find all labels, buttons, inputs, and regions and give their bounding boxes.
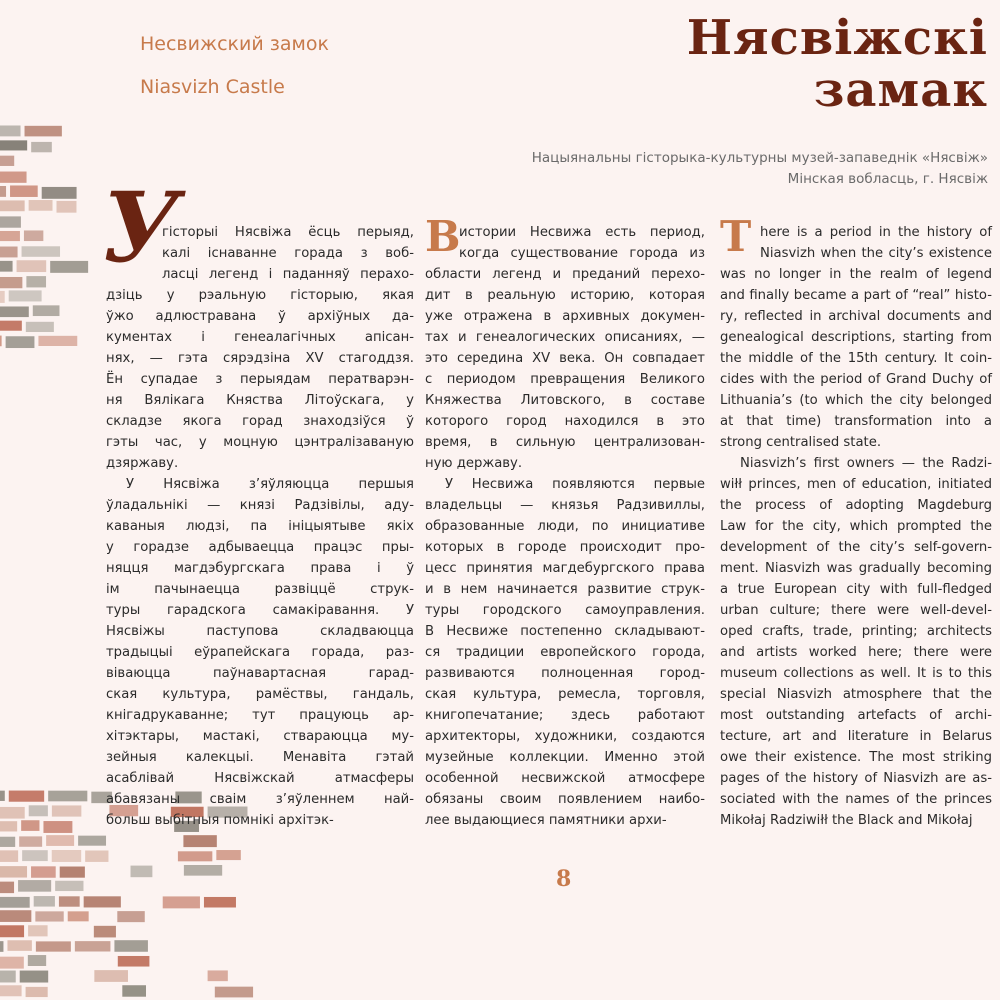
brick xyxy=(117,911,144,922)
text-line: время, в сильную централизован- xyxy=(425,435,705,450)
brick xyxy=(94,926,116,938)
brick xyxy=(0,156,14,166)
text-line: традыцыі еўрапейскага горада, раз- xyxy=(106,645,414,660)
text-line: cides with the period of Grand Duchy of xyxy=(720,372,992,387)
text-line: у горадзе адбываецца працэс пры- xyxy=(106,540,414,555)
brick xyxy=(204,897,236,908)
brick xyxy=(118,956,150,967)
brick xyxy=(114,940,147,952)
brick xyxy=(28,955,46,966)
title-line-1: Нясвіжскі xyxy=(686,10,988,66)
text-line: museum collections as well. It is to this xyxy=(720,666,992,681)
text-line: ская культура, рамёствы, гандаль, xyxy=(106,687,414,702)
drop-cap: В xyxy=(425,212,461,261)
brick xyxy=(163,896,200,908)
brick xyxy=(184,865,222,876)
brick xyxy=(20,971,48,983)
text-line: цесс принятия магдебургского права xyxy=(425,561,705,576)
text-line: это середина XV века. Он совпадает xyxy=(425,351,705,366)
text-line: обязаны своим появлением наибо- xyxy=(425,792,705,807)
brick xyxy=(215,987,253,998)
brick xyxy=(0,306,29,317)
text-line: музейные коллекции. Именно этой xyxy=(425,750,705,765)
brick xyxy=(131,866,153,878)
brick xyxy=(75,941,111,951)
brick xyxy=(26,276,46,287)
text-line: истории Несвижа есть период, xyxy=(459,225,705,240)
brick xyxy=(7,940,31,951)
text-line: Niasvizh’s first owners — the Radzi- xyxy=(740,456,992,471)
text-line: віваюцца паўнавартасная гарад- xyxy=(106,666,414,681)
brick xyxy=(31,866,56,877)
text-line: most outstanding artefacts of archi- xyxy=(720,708,992,723)
text-line: дит в реальную историю, которая xyxy=(425,288,705,303)
text-line: гісторыі Нясвіжа ёсць перыяд, xyxy=(162,225,414,240)
brick xyxy=(46,835,74,846)
text-line: ня Вялікага Княства Літоўскага, у xyxy=(106,393,414,408)
text-line: was no longer in the realm of legend xyxy=(720,267,992,282)
brick xyxy=(24,230,43,241)
brick xyxy=(0,336,2,347)
column-belarusian xyxy=(102,171,414,831)
text-line: ласці легенд і паданняў перахо- xyxy=(162,267,414,282)
russian-title: Несвижский замок xyxy=(140,33,329,55)
paragraph xyxy=(720,453,992,831)
drop-cap: T xyxy=(720,212,752,261)
brick xyxy=(0,957,24,969)
text-line: дзіць у рэальную гісторыю, якая xyxy=(106,288,414,303)
text-line: ўладальнікі — князі Радзівілы, аду- xyxy=(106,498,414,513)
brick xyxy=(52,805,81,816)
brick xyxy=(0,247,18,258)
text-line: the process of adopting Magdeburg xyxy=(720,498,992,513)
text-line: кументах і генеалагічных апісан- xyxy=(106,330,414,345)
text-line: няцця магдэбургскага права і ў xyxy=(106,561,414,576)
paragraph xyxy=(425,222,705,474)
brick xyxy=(29,805,48,816)
brick xyxy=(0,216,21,227)
brick xyxy=(78,836,106,846)
brick xyxy=(85,850,108,861)
paragraph xyxy=(106,474,414,831)
text-line: Niasvizh when the city’s existence xyxy=(760,246,992,261)
text-line: ім пачынаецца развіццё струк- xyxy=(106,582,414,597)
english-title: Niasvizh Castle xyxy=(140,76,285,98)
text-line: образованные люди, по инициативе xyxy=(425,519,705,534)
text-line: лее выдающиеся памятники архи- xyxy=(425,813,667,828)
brick xyxy=(9,791,44,802)
text-line: pages of the history of Niasvizh are as- xyxy=(720,771,992,786)
text-line: Mikołaj Radziwiłł the Black and Mikołaj xyxy=(720,813,973,828)
brick xyxy=(26,987,48,997)
brick xyxy=(0,791,5,801)
brick xyxy=(36,941,71,951)
text-line: дзяржаву. xyxy=(106,456,179,471)
text-line: the middle of the 15th century. It coin- xyxy=(720,351,992,366)
text-line: владельцы — князья Радзивиллы, xyxy=(425,498,705,513)
text-line: genealogical descriptions, starting from xyxy=(720,330,992,345)
brick xyxy=(0,231,20,241)
brick xyxy=(0,971,16,983)
paragraph xyxy=(425,474,705,831)
brick xyxy=(0,897,30,908)
text-line: at that time) transformation into a xyxy=(720,414,992,429)
text-line: области легенд и преданий перехо- xyxy=(425,267,705,282)
brick xyxy=(0,140,27,150)
brick xyxy=(33,305,60,316)
text-line: Law for the city, which prompted the xyxy=(720,519,992,534)
brick xyxy=(19,836,42,846)
text-line: складзе якога горад знаходзіўся ў xyxy=(106,414,414,429)
text-line: тах и генеалогических описаниях, — xyxy=(425,330,705,345)
brick xyxy=(42,187,77,199)
brick xyxy=(31,142,52,152)
text-line: туры городского самоуправления. xyxy=(425,603,705,618)
text-line: зейныя калекцыі. Менавіта гэтай xyxy=(106,750,414,765)
brick xyxy=(0,882,14,894)
brick xyxy=(34,896,55,906)
brick xyxy=(28,925,48,936)
brick xyxy=(9,290,42,301)
brick xyxy=(50,261,88,273)
text-line: каваныя людзі, па ініцыятыве якіх xyxy=(106,519,414,534)
text-line: urban culture; there were well-devel- xyxy=(720,603,992,618)
text-line: tecture, art and literature in Belarus xyxy=(720,729,992,744)
brick xyxy=(0,850,18,862)
text-line: и в нем начинается развитие струк- xyxy=(425,582,705,597)
text-line: больш выбітныя помнікі архітэк- xyxy=(106,813,334,828)
brick xyxy=(59,896,80,906)
text-line: особенной несвижской атмосфере xyxy=(425,771,705,786)
text-line: owe their existence. The most striking xyxy=(720,750,992,765)
brick xyxy=(0,821,17,831)
brick xyxy=(0,261,13,272)
brick xyxy=(0,172,27,183)
brick xyxy=(25,126,62,137)
text-line: ry, reflected in archival documents and xyxy=(720,309,992,324)
title-line-2: замак xyxy=(813,62,988,118)
text-line: асаблівай Нясвіжскай атмасферы xyxy=(106,771,414,786)
text-line: wiłł princes, men of education, initiated xyxy=(720,477,992,492)
text-line: В Несвиже постепенно складывают- xyxy=(425,624,705,639)
text-line: ўжо адлюстравана ў архіўных да- xyxy=(106,309,414,324)
text-line: туры гарадскога самакіравання. У xyxy=(106,603,414,618)
text-line: кнігадрукаванне; тут працуюць ар- xyxy=(106,708,414,723)
text-line: Ён супадае з перыядам ператварэн- xyxy=(106,372,414,387)
brick xyxy=(0,910,31,922)
brick xyxy=(0,277,22,288)
text-line: ся традиции европейского города, xyxy=(425,645,705,660)
text-line: калі існаванне горада з воб- xyxy=(162,246,414,261)
brick xyxy=(60,867,85,878)
text-line: книгопечатание; здесь работают xyxy=(425,708,705,723)
text-line: here is a period in the history of xyxy=(760,225,992,240)
brick xyxy=(208,970,228,981)
brick xyxy=(0,807,25,819)
brick xyxy=(122,985,146,996)
subtitle-line-1: Нацыянальны гісторыка-культурны музей-запаведнік «Нясвіж» xyxy=(531,150,988,166)
brick xyxy=(22,246,60,257)
brick xyxy=(0,837,15,847)
text-line: которых в городе происходит про- xyxy=(425,540,705,555)
brick xyxy=(52,850,81,862)
brick xyxy=(55,881,83,891)
brick xyxy=(0,200,25,211)
brick xyxy=(94,970,128,982)
brick xyxy=(48,791,87,802)
page-number: 8 xyxy=(556,866,572,892)
brick xyxy=(183,835,216,847)
text-line: абавязаны сваім з’яўленнем най- xyxy=(106,792,414,807)
column-english xyxy=(720,212,992,831)
text-line: развиваются полноценная город- xyxy=(425,666,705,681)
text-line: нях, — гэта сярэдзіна XV стагоддзя. xyxy=(106,351,414,366)
brick xyxy=(26,322,54,332)
text-line: strong centralised state. xyxy=(720,435,882,450)
text-line: oped crafts, trade, printing; architects xyxy=(720,624,992,639)
text-line: уже отражена в архивных докумен- xyxy=(425,309,705,324)
column-russian xyxy=(425,212,705,831)
brick xyxy=(10,185,38,196)
brick xyxy=(0,941,3,952)
brick xyxy=(35,911,63,921)
text-line: когда существование города из xyxy=(459,246,705,261)
text-line: архитекторы, художники, создаются xyxy=(425,729,705,744)
text-line: Lithuania’s (to which the city belonged xyxy=(720,393,992,408)
text-line: Княжества Литовского, в составе xyxy=(425,393,705,408)
brick xyxy=(0,866,27,877)
text-line: a true European city with full-fledged xyxy=(720,582,992,597)
brick xyxy=(0,125,21,136)
text-line: and finally became a part of “real” histo- xyxy=(720,288,992,303)
text-line: ment. Niasvizh was gradually becoming xyxy=(720,561,992,576)
brick xyxy=(6,336,35,348)
text-line: У Несвижа появляются первые xyxy=(445,477,705,492)
text-line: гэты час, у моцную цэнтралізаваную xyxy=(106,435,414,450)
text-line: sociated with the names of the princes xyxy=(720,792,992,807)
text-line: У Нясвіжа з’яўляюцца першыя xyxy=(126,477,414,492)
text-line: хітэктары, мастакі, ствараюцца му- xyxy=(106,729,414,744)
brick xyxy=(22,850,48,861)
brick xyxy=(0,321,22,331)
brick xyxy=(29,200,53,211)
brick xyxy=(18,880,51,892)
page-title xyxy=(687,12,988,116)
brick xyxy=(0,291,5,303)
brick xyxy=(38,336,77,346)
subtitle-line-2: Мінская вобласць, г. Нясвіж xyxy=(787,171,988,187)
drop-cap: У xyxy=(102,171,180,284)
text-line: Нясвіжы паступова складваюцца xyxy=(106,624,414,639)
brick xyxy=(17,260,47,272)
text-line: ную державу. xyxy=(425,456,523,471)
brick xyxy=(57,201,77,213)
text-line: development of the city’s self-govern- xyxy=(720,540,992,555)
brick xyxy=(0,985,22,996)
text-line: and artists worked here; there were xyxy=(720,645,992,660)
brick xyxy=(43,821,72,833)
text-line: special Niasvizh atmosphere that the xyxy=(720,687,992,702)
brick xyxy=(0,925,24,937)
museum-subtitle xyxy=(532,148,988,190)
brick xyxy=(216,850,240,860)
text-line: которого город находился в это xyxy=(425,414,705,429)
text-line: с периодом превращения Великого xyxy=(425,372,705,387)
brick xyxy=(21,820,39,831)
brick xyxy=(0,186,6,197)
brick xyxy=(84,896,121,907)
brick xyxy=(68,911,89,921)
text-line: ская культура, ремесла, торговля, xyxy=(425,687,705,702)
brick xyxy=(178,851,212,861)
paragraph xyxy=(720,222,992,453)
